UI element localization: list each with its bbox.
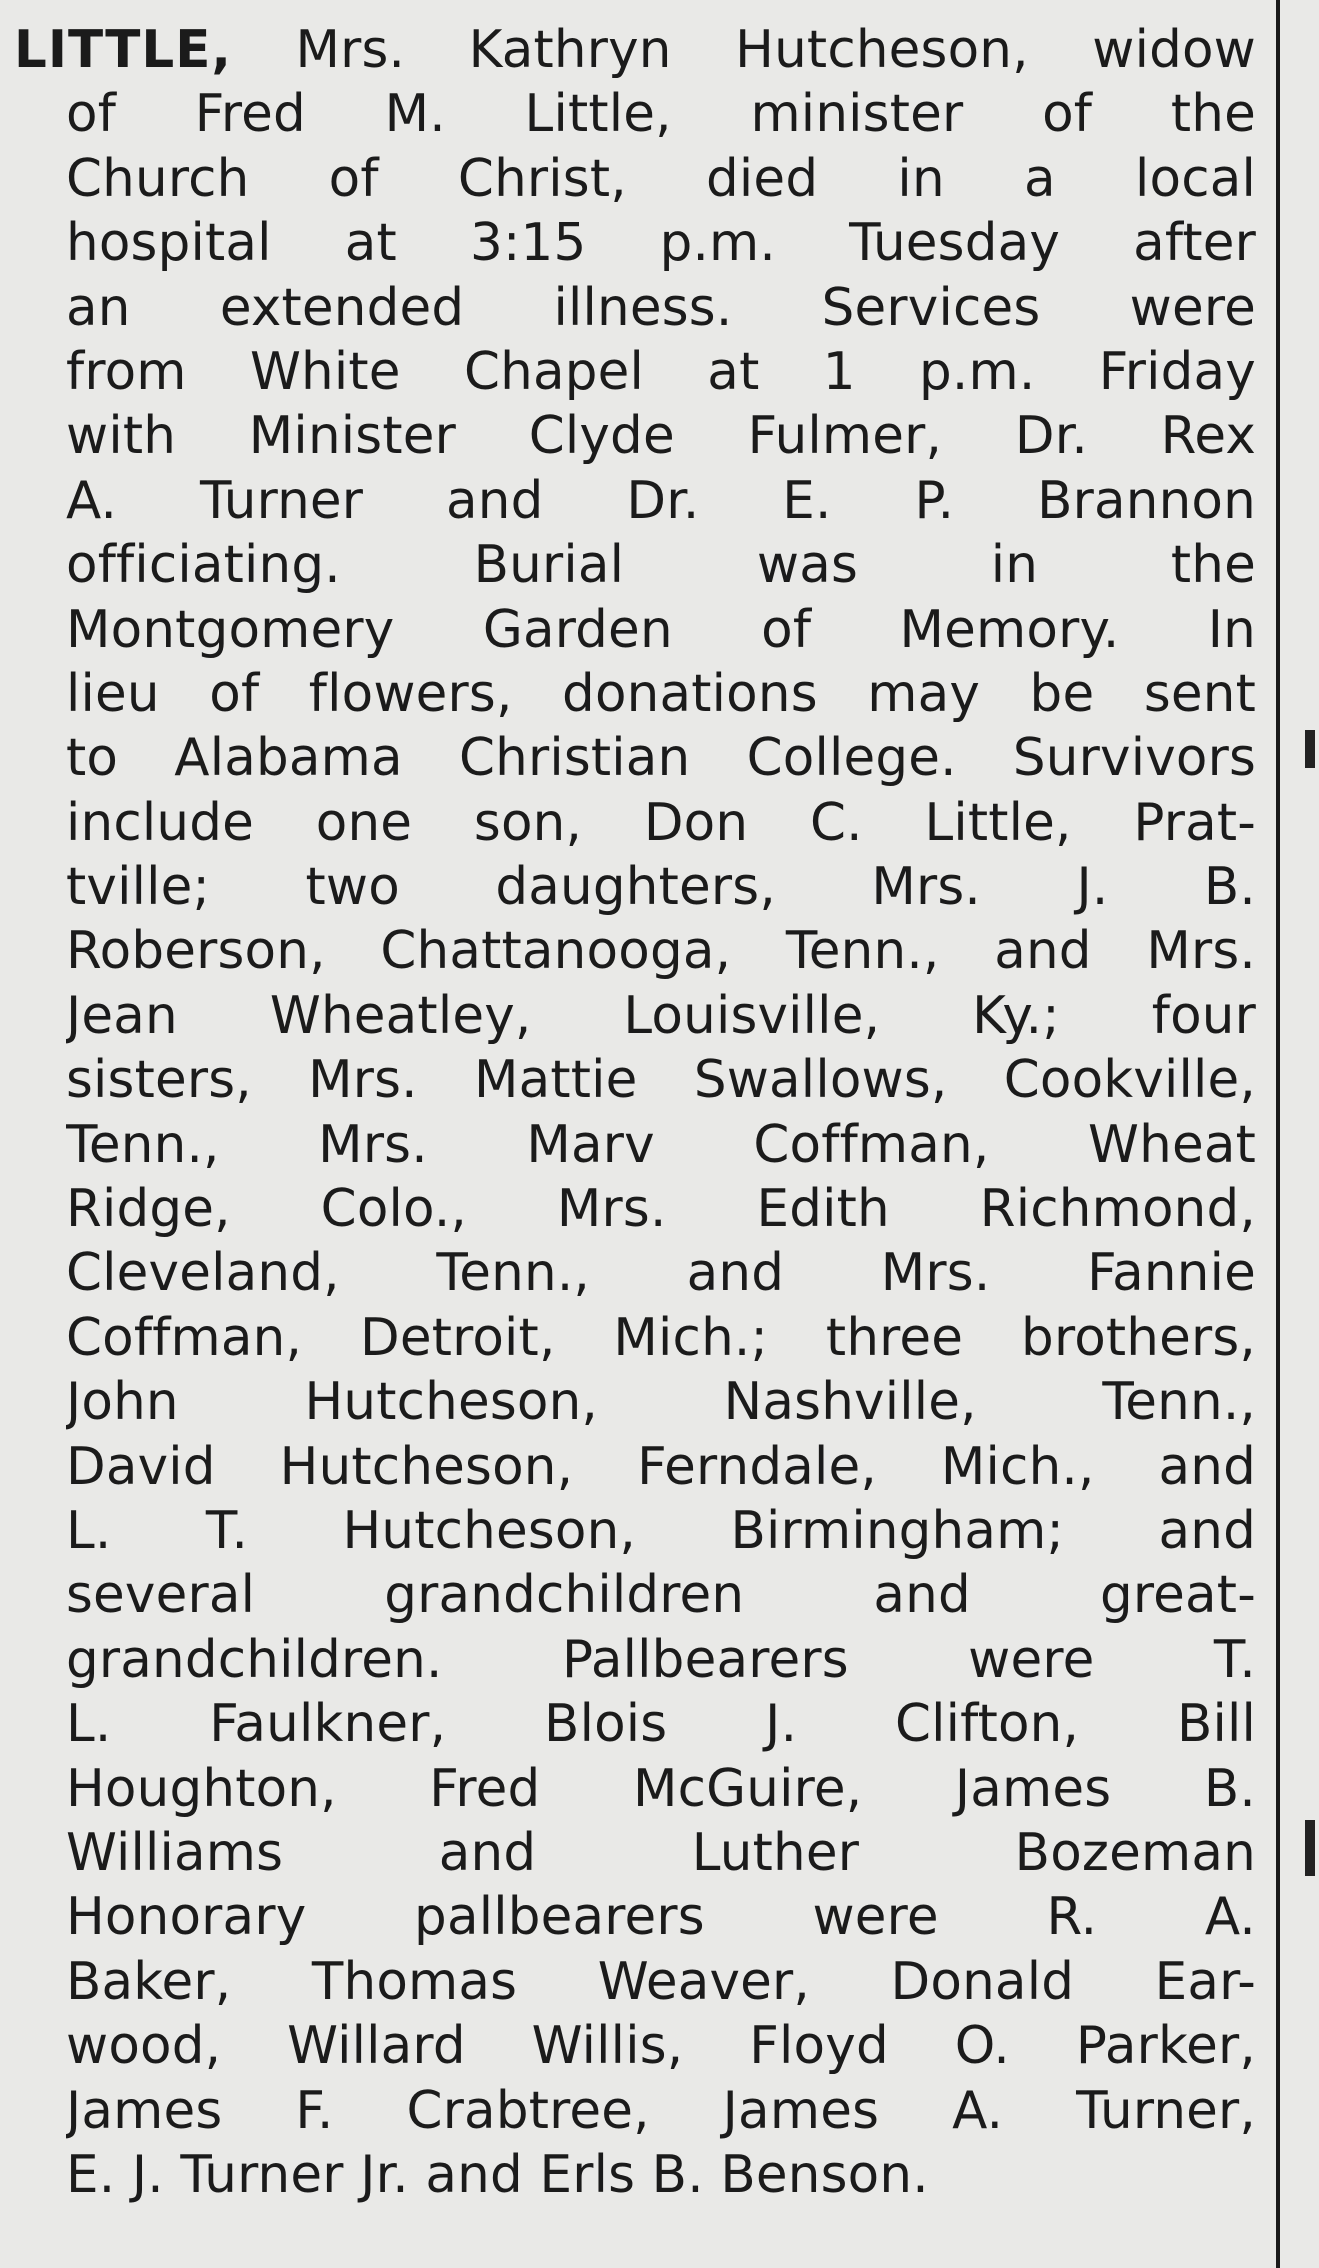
column-rule (1276, 0, 1280, 2268)
text-line: Honorary pallbearers were R. A. (66, 1887, 1256, 1948)
text-line: wood, Willard Willis, Floyd O. Parker, (66, 2016, 1256, 2077)
text-line: L. T. Hutcheson, Birmingham; and (66, 1500, 1256, 1561)
text-line: include one son, Don C. Little, Prat- (66, 792, 1256, 853)
line-text: Mrs. Kathryn Hutcheson, widow (231, 20, 1256, 80)
text-line: with Minister Clyde Fulmer, Dr. Rex (66, 406, 1256, 467)
text-line: Montgomery Garden of Memory. In (66, 599, 1256, 660)
text-line: of Fred M. Little, minister of the (66, 84, 1256, 145)
text-line: grandchildren. Pallbearers were T. (66, 1629, 1256, 1690)
text-line: officiating. Burial was in the (66, 535, 1256, 596)
text-line: to Alabama Christian College. Survivors (66, 728, 1256, 789)
text-line: an extended illness. Services were (66, 277, 1256, 338)
text-line: Cleveland, Tenn., and Mrs. Fannie (66, 1243, 1256, 1304)
text-line: A. Turner and Dr. E. P. Brannon (66, 470, 1256, 531)
text-line: Roberson, Chattanooga, Tenn., and Mrs. (66, 921, 1256, 982)
text-line: tville; two daughters, Mrs. J. B. (66, 857, 1256, 918)
text-line: Church of Christ, died in a local (66, 148, 1256, 209)
text-line: lieu of flowers, donations may be sent (66, 663, 1256, 724)
text-line: L. Faulkner, Blois J. Clifton, Bill (66, 1694, 1256, 1755)
text-line: Jean Wheatley, Louisville, Ky.; four (66, 985, 1256, 1046)
text-line: John Hutcheson, Nashville, Tenn., (66, 1372, 1256, 1433)
text-line: Houghton, Fred McGuire, James B. (66, 1758, 1256, 1819)
text-line: hospital at 3:15 p.m. Tuesday after (66, 213, 1256, 274)
text-line: E. J. Turner Jr. and Erls B. Benson. (66, 2144, 929, 2205)
text-line: Tenn., Mrs. Marv Coffman, Wheat (66, 1114, 1256, 1175)
text-line: James F. Crabtree, James A. Turner, (66, 2080, 1256, 2141)
text-line: Coffman, Detroit, Mich.; three brothers, (66, 1307, 1256, 1368)
text-line (14, 18, 1256, 82)
text-line: from White Chapel at 1 p.m. Friday (66, 341, 1256, 402)
text-line: Ridge, Colo., Mrs. Edith Richmond, (66, 1179, 1256, 1240)
text-line: Williams and Luther Bozeman (66, 1822, 1256, 1883)
text-line: Baker, Thomas Weaver, Donald Ear- (66, 1951, 1256, 2012)
edge-mark (1305, 730, 1315, 768)
text-line: sisters, Mrs. Mattie Swallows, Cookville, (66, 1050, 1256, 1111)
obituary-text (14, 18, 1256, 2207)
text-line: David Hutcheson, Ferndale, Mich., and (66, 1436, 1256, 1497)
edge-mark (1305, 1820, 1315, 1876)
text-line: several grandchildren and great- (66, 1565, 1256, 1626)
surname-heading: LITTLE, (14, 20, 232, 80)
